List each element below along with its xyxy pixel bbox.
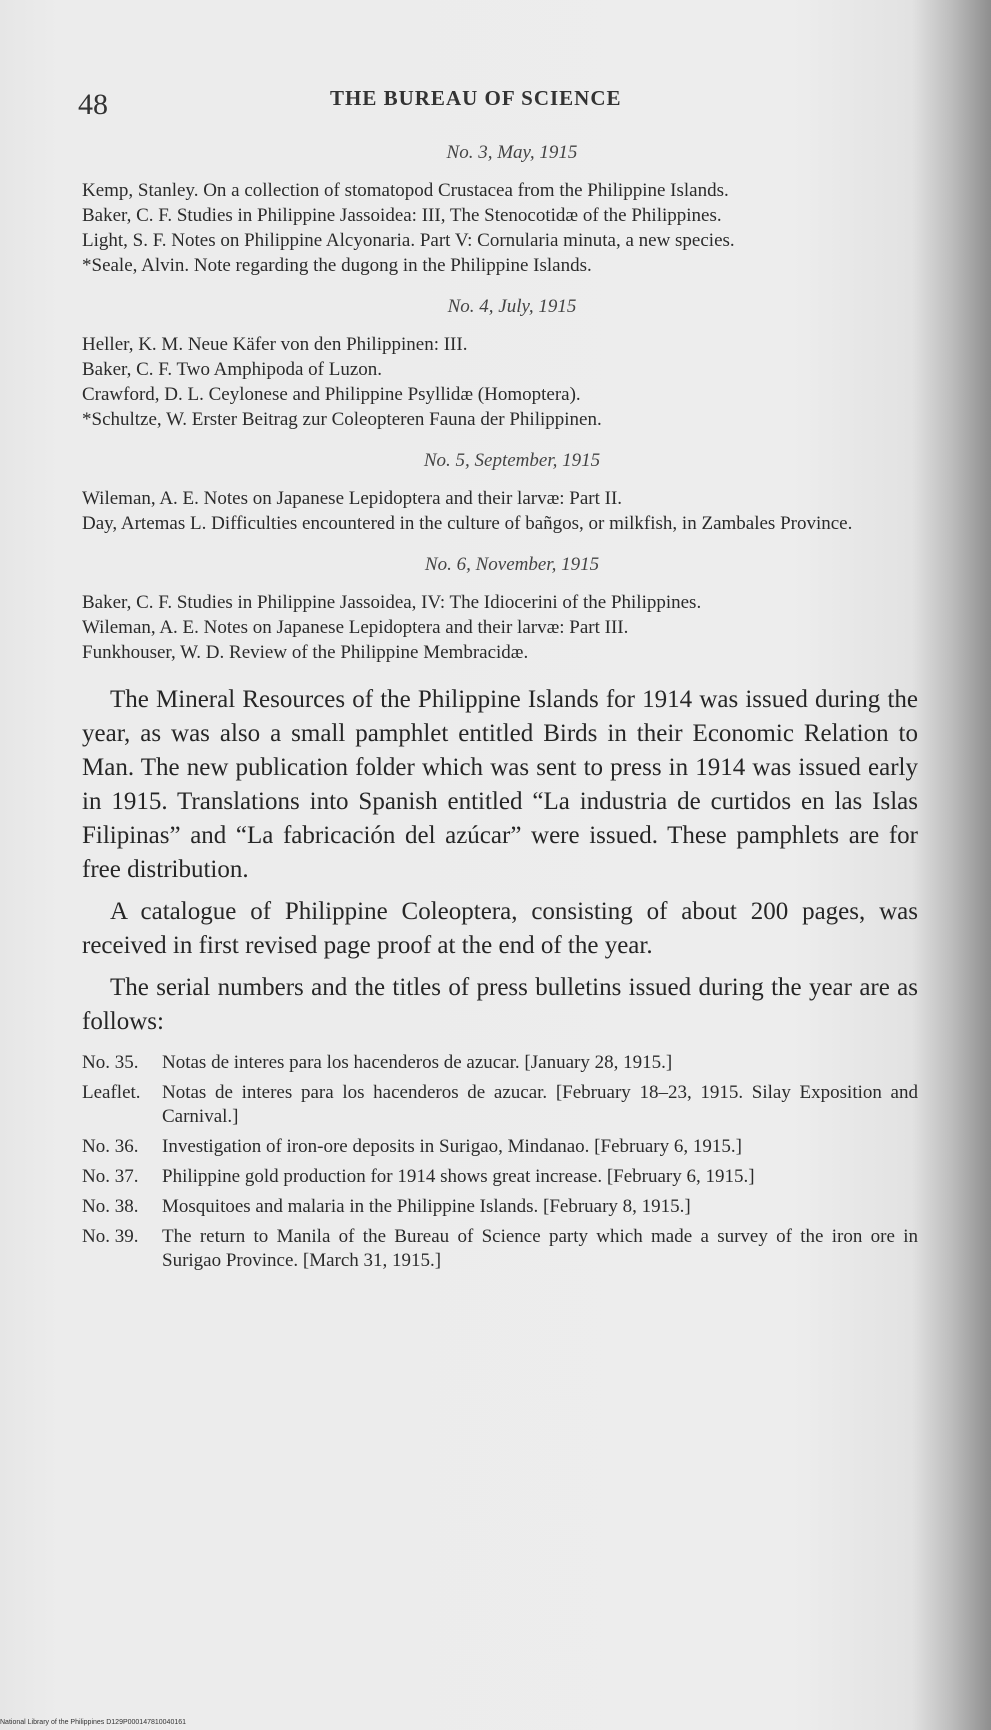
issue-section xyxy=(82,296,918,432)
page-number: 48 xyxy=(78,88,108,121)
issue-section xyxy=(82,554,918,665)
bulletin-title: Notas de interes para los hacenderos de azucar. [January 28, 1915.] xyxy=(162,1052,673,1073)
bulletin-title: Notas de interes para los hacenderos de azucar. [February 18–23, 1915. Silay Exposition and Carnival.] xyxy=(162,1082,918,1127)
press-bulletin-item xyxy=(82,1225,918,1273)
bulletin-title: Investigation of iron-ore deposits in Surigao, Mindanao. [February 6, 1915.] xyxy=(162,1136,742,1157)
bulletin-number: No. 35. xyxy=(82,1052,139,1073)
bulletin-title: The return to Manila of the Bureau of Science party which made a survey of the iron ore in Surigao Province. [March 31, 1915.] xyxy=(162,1226,918,1271)
bibliography-entry: *Seale, Alvin. Note regarding the dugong in the Philippine Islands. xyxy=(82,255,592,276)
scan-footer: National Library of the Philippines D129P000147810040161 xyxy=(0,1719,187,1726)
bibliography-entry: Heller, K. M. Neue Käfer von den Philippinen: III. xyxy=(82,334,468,355)
issue-heading: No. 6, November, 1915 xyxy=(424,554,600,575)
bibliography-entry: Kemp, Stanley. On a collection of stomatopod Crustacea from the Philippine Islands. xyxy=(82,180,729,201)
bulletin-number: Leaflet. xyxy=(82,1082,141,1103)
body-paragraph: The serial numbers and the titles of press bulletins issued during the year are as follows: xyxy=(82,974,918,1035)
bibliography-entry: Wileman, A. E. Notes on Japanese Lepidoptera and their larvæ: Part III. xyxy=(82,617,629,638)
issue-section xyxy=(82,450,918,536)
page-header xyxy=(78,82,918,122)
press-bulletin-list xyxy=(82,1051,918,1273)
body-paragraph: A catalogue of Philippine Coleoptera, consisting of about 200 pages, was received in first revised page proof at the end of the year. xyxy=(82,898,918,959)
bibliography-entry: Light, S. F. Notes on Philippine Alcyonaria. Part V: Cornularia minuta, a new species. xyxy=(82,230,735,251)
bibliography-entry: Baker, C. F. Studies in Philippine Jassoidea: III, The Stenocotidæ of the Philippines. xyxy=(82,205,722,226)
issue-section xyxy=(82,142,918,278)
running-title: THE BUREAU OF SCIENCE xyxy=(330,86,622,110)
press-bulletin-item xyxy=(82,1195,918,1219)
press-bulletin-item xyxy=(82,1051,918,1075)
bibliography-entry: Day, Artemas L. Difficulties encountered in the culture of bañgos, or milkfish, in Zambales Province. xyxy=(82,513,853,534)
bulletin-title: Mosquitoes and malaria in the Philippine Islands. [February 8, 1915.] xyxy=(162,1196,691,1217)
bibliography-entry: Wileman, A. E. Notes on Japanese Lepidoptera and their larvæ: Part II. xyxy=(82,488,623,509)
issue-heading: No. 3, May, 1915 xyxy=(446,142,578,163)
bibliography-entry: *Schultze, W. Erster Beitrag zur Coleopteren Fauna der Philippinen. xyxy=(82,409,602,430)
issue-heading: No. 5, September, 1915 xyxy=(423,450,601,471)
bulletin-title: Philippine gold production for 1914 shows great increase. [February 6, 1915.] xyxy=(162,1166,755,1187)
press-bulletin-item xyxy=(82,1081,918,1129)
bibliography-entry: Baker, C. F. Two Amphipoda of Luzon. xyxy=(82,359,383,380)
bulletin-number: No. 37. xyxy=(82,1166,139,1187)
bibliography-entry: Baker, C. F. Studies in Philippine Jassoidea, IV: The Idiocerini of the Philippines. xyxy=(82,592,702,613)
bulletin-number: No. 39. xyxy=(82,1226,139,1247)
bulletin-number: No. 38. xyxy=(82,1196,139,1217)
body-paragraph: The Mineral Resources of the Philippine Islands for 1914 was issued during the year, as was also a small pamphlet entitled Birds in their Economic Relation to Man. The new publication folder which was sent to press in 1914 was issued early in 1915. Translations into Spanish entitled “La industria de curtidos en las Islas Filipinas” and “La fabricación del azúcar” were issued. These pamphlets are for free distribution. xyxy=(82,686,918,883)
page-content xyxy=(82,142,918,1279)
bibliography-entry: Funkhouser, W. D. Review of the Philippine Membracidæ. xyxy=(82,642,529,663)
bulletin-number: No. 36. xyxy=(82,1136,139,1157)
issue-heading: No. 4, July, 1915 xyxy=(447,296,577,317)
press-bulletin-item xyxy=(82,1165,918,1189)
press-bulletin-item xyxy=(82,1135,918,1159)
bibliography-entry: Crawford, D. L. Ceylonese and Philippine Psyllidæ (Homoptera). xyxy=(82,384,581,405)
